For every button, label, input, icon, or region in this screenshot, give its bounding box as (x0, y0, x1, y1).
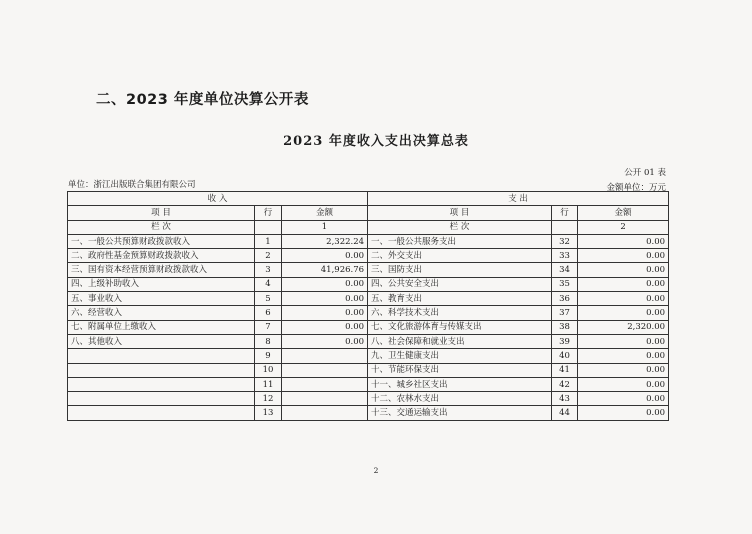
income-item-cell: 四、上级补助收入 (68, 277, 255, 291)
income-row-number: 2 (255, 249, 282, 263)
table-title: 2023 年度收入支出决算总表 (283, 134, 469, 149)
table-row (68, 234, 669, 248)
table-row (68, 306, 669, 320)
expense-row-number: 32 (552, 234, 578, 248)
expense-row-number: 37 (552, 306, 578, 320)
income-item-cell: 六、经营收入 (68, 306, 255, 320)
table-row (68, 363, 669, 377)
income-amount-cell: 41,926.76 (282, 263, 368, 277)
table-header-row (68, 192, 669, 206)
table-row (68, 292, 669, 306)
expense-amount-cell: 0.00 (578, 363, 669, 377)
expense-row-number: 43 (552, 392, 578, 406)
table-row (68, 406, 669, 420)
table-row (68, 277, 669, 291)
income-lanci-label: 栏 次 (68, 220, 255, 234)
income-amount-cell: 2,322.24 (282, 234, 368, 248)
expense-item-cell: 八、社会保障和就业支出 (368, 334, 552, 348)
expense-row-header: 行 (552, 206, 578, 220)
expense-amount-header: 金额 (578, 206, 669, 220)
income-item-cell: 八、其他收入 (68, 334, 255, 348)
unit-label: 单位：浙江出版联合集团有限公司 (68, 180, 196, 190)
table-row (68, 349, 669, 363)
income-row-header: 行 (255, 206, 282, 220)
table-row (68, 263, 669, 277)
expense-item-cell: 七、文化旅游体育与传媒支出 (368, 320, 552, 334)
income-amount-cell (282, 377, 368, 391)
income-row-number: 5 (255, 292, 282, 306)
column-header-row (68, 206, 669, 220)
income-row-number: 13 (255, 406, 282, 420)
income-item-cell: 二、政府性基金预算财政拨款收入 (68, 249, 255, 263)
income-amount-cell: 0.00 (282, 292, 368, 306)
income-header: 收 入 (68, 192, 368, 206)
expense-amount-cell: 0.00 (578, 306, 669, 320)
table-row (68, 392, 669, 406)
income-amount-cell (282, 392, 368, 406)
expense-row-number: 35 (552, 277, 578, 291)
income-item-cell (68, 406, 255, 420)
amount-unit-label: 金额单位：万元 (606, 183, 666, 193)
expense-row-number: 34 (552, 263, 578, 277)
expense-row-number: 41 (552, 363, 578, 377)
income-row-number: 12 (255, 392, 282, 406)
expense-amount-cell: 2,320.00 (578, 320, 669, 334)
income-row-number: 1 (255, 234, 282, 248)
income-row-number: 3 (255, 263, 282, 277)
income-amount-cell: 0.00 (282, 320, 368, 334)
expense-amount-cell: 0.00 (578, 334, 669, 348)
expense-row-number: 42 (552, 377, 578, 391)
income-item-cell (68, 349, 255, 363)
expense-item-cell: 一、一般公共服务支出 (368, 234, 552, 248)
expense-lanci-blank (552, 220, 578, 234)
expense-item-header: 项 目 (368, 206, 552, 220)
expense-amount-cell: 0.00 (578, 263, 669, 277)
income-row-number: 6 (255, 306, 282, 320)
expense-amount-cell: 0.00 (578, 406, 669, 420)
expense-row-number: 38 (552, 320, 578, 334)
expense-amount-cell: 0.00 (578, 277, 669, 291)
income-item-cell (68, 363, 255, 377)
table-row (68, 334, 669, 348)
income-item-cell (68, 377, 255, 391)
expense-amount-cell: 0.00 (578, 234, 669, 248)
table-row (68, 320, 669, 334)
income-item-header: 项 目 (68, 206, 255, 220)
income-row-number: 4 (255, 277, 282, 291)
page-number: 2 (373, 466, 379, 475)
table-row (68, 377, 669, 391)
income-item-cell (68, 392, 255, 406)
income-amount-cell: 0.00 (282, 306, 368, 320)
expense-amount-cell: 0.00 (578, 349, 669, 363)
expense-amount-cell: 0.00 (578, 249, 669, 263)
expense-header: 支 出 (368, 192, 669, 206)
expense-column-number: 2 (578, 220, 669, 234)
column-number-row (68, 220, 669, 234)
table-body (68, 234, 669, 420)
income-item-cell: 五、事业收入 (68, 292, 255, 306)
income-amount-cell: 0.00 (282, 334, 368, 348)
expense-row-number: 40 (552, 349, 578, 363)
expense-item-cell: 六、科学技术支出 (368, 306, 552, 320)
income-row-number: 11 (255, 377, 282, 391)
form-number: 公开 01 表 (624, 168, 666, 178)
section-heading: 二、2023 年度单位决算公开表 (96, 92, 309, 108)
income-row-number: 9 (255, 349, 282, 363)
expense-amount-cell: 0.00 (578, 292, 669, 306)
income-row-number: 10 (255, 363, 282, 377)
expense-item-cell: 十二、农林水支出 (368, 392, 552, 406)
expense-row-number: 39 (552, 334, 578, 348)
expense-row-number: 36 (552, 292, 578, 306)
expense-item-cell: 十一、城乡社区支出 (368, 377, 552, 391)
expense-amount-cell: 0.00 (578, 377, 669, 391)
income-item-cell: 一、一般公共预算财政拨款收入 (68, 234, 255, 248)
income-amount-cell (282, 363, 368, 377)
income-row-number: 8 (255, 334, 282, 348)
income-amount-cell: 0.00 (282, 249, 368, 263)
expense-amount-cell: 0.00 (578, 392, 669, 406)
expense-item-cell: 二、外交支出 (368, 249, 552, 263)
expense-item-cell: 十三、交通运输支出 (368, 406, 552, 420)
expense-item-cell: 十、节能环保支出 (368, 363, 552, 377)
expense-item-cell: 九、卫生健康支出 (368, 349, 552, 363)
income-lanci-blank (255, 220, 282, 234)
expense-row-number: 33 (552, 249, 578, 263)
expense-item-cell: 三、国防支出 (368, 263, 552, 277)
income-item-cell: 三、国有资本经营预算财政拨款收入 (68, 263, 255, 277)
income-column-number: 1 (282, 220, 368, 234)
expense-item-cell: 五、教育支出 (368, 292, 552, 306)
expense-lanci-label: 栏 次 (368, 220, 552, 234)
income-amount-cell (282, 406, 368, 420)
income-expense-table (67, 191, 669, 421)
table-row (68, 249, 669, 263)
income-amount-cell (282, 349, 368, 363)
income-amount-header: 金额 (282, 206, 368, 220)
expense-item-cell: 四、公共安全支出 (368, 277, 552, 291)
income-item-cell: 七、附属单位上缴收入 (68, 320, 255, 334)
income-amount-cell: 0.00 (282, 277, 368, 291)
expense-row-number: 44 (552, 406, 578, 420)
income-row-number: 7 (255, 320, 282, 334)
